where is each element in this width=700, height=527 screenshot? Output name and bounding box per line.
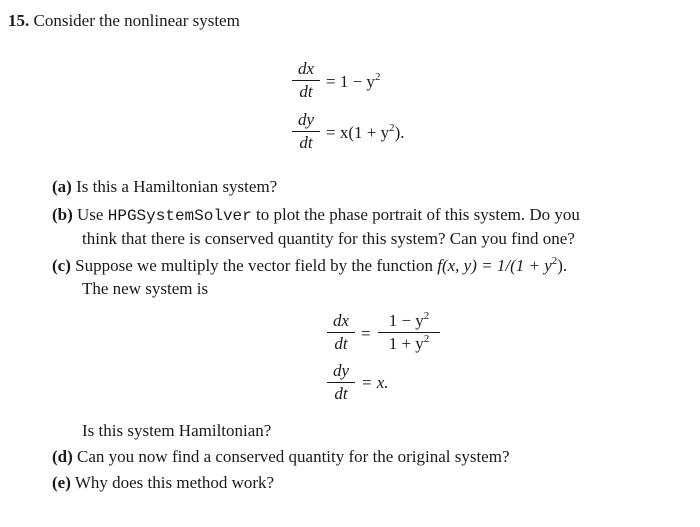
eq2-rhs <box>326 123 405 143</box>
eq3-rhs-num-exp: 2 <box>423 310 430 322</box>
eq2-rhs-text: = x(1 + y <box>326 123 390 142</box>
part-d <box>52 446 510 468</box>
part-a-label: (a) <box>52 177 72 196</box>
eq1-exponent: 2 <box>374 71 381 83</box>
eq3-rhs-fraction-bar <box>378 332 440 333</box>
eq3-rhs-den-text: 1 + y <box>388 334 424 353</box>
eq3-derivative <box>327 311 355 354</box>
part-c-func-exp: 2 <box>551 255 558 267</box>
problem-number: 15. <box>8 11 30 30</box>
problem-intro: Consider the nonlinear system <box>33 11 240 30</box>
hamiltonian-question: Is this system Hamiltonian? <box>82 421 272 440</box>
part-b-label: (b) <box>52 205 73 224</box>
part-a-text: Is this a Hamiltonian system? <box>76 177 278 196</box>
eq3-rhs-den-exp: 2 <box>423 333 430 345</box>
eq3-rhs-fraction <box>378 311 440 354</box>
part-c-label: (c) <box>52 256 71 275</box>
eq3-rhs-denominator <box>378 334 440 354</box>
eq3-denominator: dt <box>334 334 348 353</box>
part-c-func: f(x, y) = 1/(1 + y <box>437 256 552 275</box>
eq3-fraction-bar <box>327 332 355 333</box>
part-c-func-end: ). <box>557 256 568 275</box>
part-c <box>52 255 567 277</box>
part-b-post: to plot the phase portrait of this system. Do you <box>256 205 580 224</box>
part-b-code: HPGSystemSolver <box>107 207 252 225</box>
eq4-derivative <box>327 361 355 404</box>
eq4-fraction-bar <box>327 382 355 383</box>
eq4-rhs: = x. <box>361 373 389 392</box>
eq2-fraction-bar <box>292 131 320 132</box>
eq3-rhs-numerator <box>378 311 440 331</box>
part-c-line2: The new system is <box>82 279 209 298</box>
eq2-numerator: dy <box>297 110 315 129</box>
eq2-exponent: 2 <box>389 122 395 134</box>
part-b-line2: think that there is conserved quantity for this system? Can you find one? <box>82 229 575 248</box>
part-e-label: (e) <box>52 473 71 492</box>
part-e <box>52 472 274 494</box>
eq3-equals: = <box>361 324 371 343</box>
eq3-rhs-num-text: 1 − y <box>388 311 424 330</box>
eq1-fraction-bar <box>292 80 320 81</box>
eq2-denominator: dt <box>299 133 313 152</box>
part-c-text: Suppose we multiply the vector field by the function <box>75 256 433 275</box>
eq4-denominator: dt <box>334 384 348 403</box>
eq1-denominator: dt <box>299 82 313 101</box>
eq4-numerator: dy <box>332 361 350 380</box>
eq2-derivative <box>292 110 320 153</box>
problem-heading <box>8 10 240 32</box>
part-a <box>52 176 277 198</box>
part-b <box>52 204 580 227</box>
part-d-text: Can you now find a conserved quantity for the original system? <box>77 447 510 466</box>
eq3-numerator: dx <box>332 311 350 330</box>
eq1-rhs <box>326 72 380 92</box>
eq1-derivative <box>292 59 320 102</box>
eq1-numerator: dx <box>297 59 315 78</box>
part-d-label: (d) <box>52 447 73 466</box>
part-b-pre: Use <box>77 205 104 224</box>
eq1-rhs-text: = 1 − y <box>326 72 375 91</box>
eq2-rhs-end: ). <box>394 123 405 142</box>
part-e-text: Why does this method work? <box>74 473 275 492</box>
